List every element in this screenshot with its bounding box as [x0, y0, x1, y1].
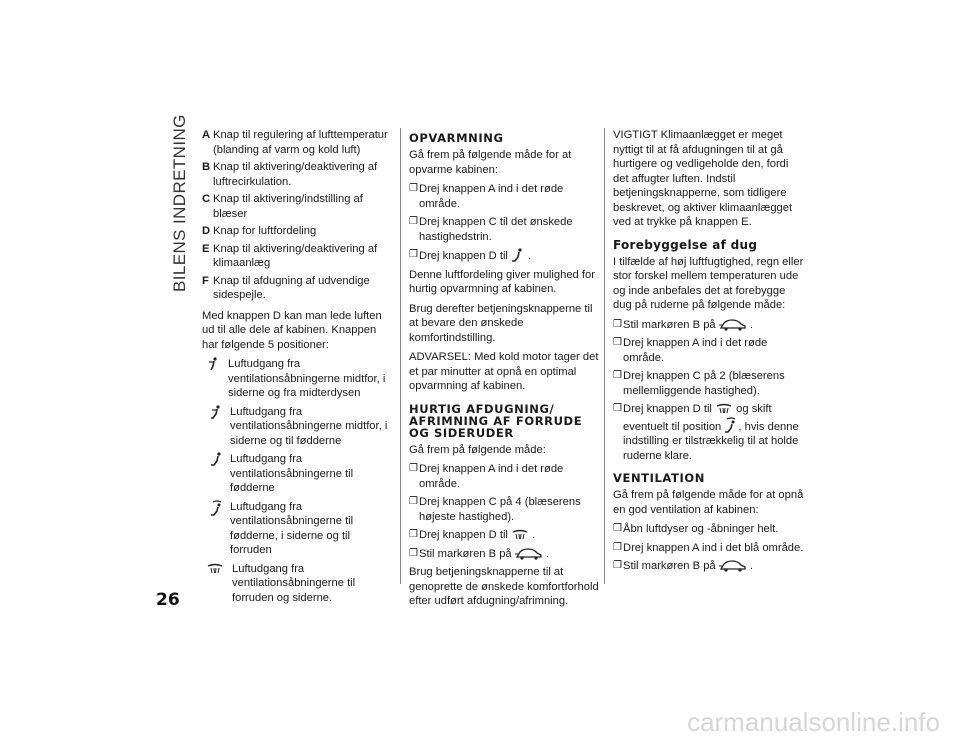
key-item: A Knap til regulering af lufttemperatur (blanding af varm og kold luft) [202, 129, 388, 156]
list-item: ❐ Drej knappen D til og skift eventuelt til position , hvis denne indstilling er tilstrækkelig til at holde ruderne klare. [613, 403, 799, 462]
column-heating [409, 128, 599, 614]
heading-ventilation: VENTILATION [613, 471, 705, 485]
position-item: Luftudgang fra ventilationsåbningerne til forruden og siderne. [202, 562, 394, 606]
windscreen-vent-icon [511, 529, 529, 541]
face-vent-icon [202, 357, 228, 401]
column-controls [202, 128, 394, 609]
outside-air-car-icon [515, 548, 543, 560]
list-item: ❐ Drej knappen D til . [409, 529, 536, 541]
important-note: VIGTIGT Klimaanlægget er meget nyttigt til at få afdugningen til at gå hurtigere og vedligeholde den, fordi det affugter luften. Indstil betjeningsknapperne, som tidligere beskrevet, og aktiver klimaanlægget ved at trykke på knappen E. [613, 129, 793, 228]
feet-windscreen-vent-icon [202, 500, 230, 558]
outside-air-car-icon [719, 319, 747, 331]
list-item: ❐ Stil markøren B på . [409, 547, 549, 560]
column-divider [604, 128, 605, 584]
paragraph: Brug derefter betjeningsknapperne til at bevare den ønskede komfortindstilling. [409, 302, 593, 344]
list-item: ❐ Drej knappen C på 2 (blæserens mellemliggende hastighed). [613, 370, 785, 397]
key-item: E Knap til aktivering/deaktivering af klimaanlæg [202, 242, 378, 269]
list-item: ❐ Drej knappen A ind i det røde område. [409, 183, 564, 210]
page-number: 26 [156, 590, 180, 610]
list-item: ❐ Drej knappen D til . [409, 249, 532, 262]
heading-prevent-fog: Forebyggelse af dug [613, 237, 758, 252]
vent-intro: Gå frem på følgende måde for at opnå en god ventilation af kabinen: [613, 489, 804, 516]
heading-heating: OPVARMNING [409, 131, 504, 145]
heading-defog: HURTIG AFDUGNING/ AFRIMNING AF FORRUDE OG SIDERUDER [409, 401, 583, 440]
position-item: Luftudgang fra ventilationsåbningerne midtfor, i siderne og til fødderne [202, 405, 394, 449]
key-item: B Knap til aktivering/deaktivering af luftrecirkulation. [202, 161, 378, 188]
list-item: ❐ Åbn luftdyser og -åbninger helt. [613, 523, 779, 535]
chapter-title: BILENS INDRETNING [170, 114, 189, 292]
list-item: ❐ Stil markøren B på . [613, 560, 753, 572]
feet-vent-icon [511, 248, 525, 262]
position-item: Luftudgang fra ventilationsåbningerne til fødderne, i siderne og til forruden [202, 500, 394, 558]
outside-air-car-icon [719, 560, 747, 572]
face-feet-vent-icon [202, 405, 230, 449]
defog-intro: Gå frem på følgende måde: [409, 443, 546, 456]
intro-paragraph: Med knappen D kan man lede luften ud til alle dele af kabinen. Knappen har følgende 5 positioner: [202, 309, 382, 351]
list-item: ❐ Drej knappen A ind i det blå område. [613, 541, 804, 554]
windscreen-vent-icon [715, 403, 733, 415]
position-item: Luftudgang fra ventilationsåbningerne midtfor, i siderne og fra midterdysen [202, 357, 394, 401]
column-divider [400, 128, 401, 584]
heating-intro: Gå frem på følgende måde for at opvarme kabinen: [409, 149, 572, 176]
watermark: carmanualsonline.info [687, 707, 940, 737]
list-item: ❐ Drej knappen C til det ønskede hastighedstrin. [409, 216, 573, 243]
prevent-intro: I tilfælde af høj luftfugtighed, regn eller stor forskel mellem temperaturen ude og inde anbefales det at forebygge dug på ruderne på følgende måde: [613, 255, 804, 311]
paragraph: Denne luftfordeling giver mulighed for hurtig opvarmning af kabinen. [409, 268, 595, 295]
list-item: ❐ Drej knappen A ind i det røde område. [409, 463, 564, 490]
position-item: Luftudgang fra ventilationsåbningerne til fødderne [202, 452, 394, 496]
list-item: ❐ Drej knappen A ind i det røde område. [613, 337, 768, 364]
warning-paragraph: ADVARSEL: Med kold motor tager det et par minutter at opnå en optimal opvarmning af kabinen. [409, 351, 599, 392]
key-item: D Knap for luftfordeling [202, 225, 317, 237]
windscreen-vent-icon [202, 562, 232, 606]
key-item: C Knap til aktivering/indstilling af blæser [202, 193, 363, 220]
feet-windscreen-vent-icon [724, 417, 738, 433]
key-item: F Knap til afdugning af udvendige sidespejle. [202, 274, 370, 301]
list-item: ❐ Drej knappen C på 4 (blæserens højeste hastighed). [409, 496, 581, 523]
feet-vent-icon [202, 452, 230, 496]
column-ventilation [613, 128, 805, 578]
list-item: ❐ Stil markøren B på . [613, 318, 753, 331]
paragraph: Brug betjeningsknapperne til at genoprette de ønskede komfortforhold efter udført afdugning/afrimning. [409, 566, 599, 607]
